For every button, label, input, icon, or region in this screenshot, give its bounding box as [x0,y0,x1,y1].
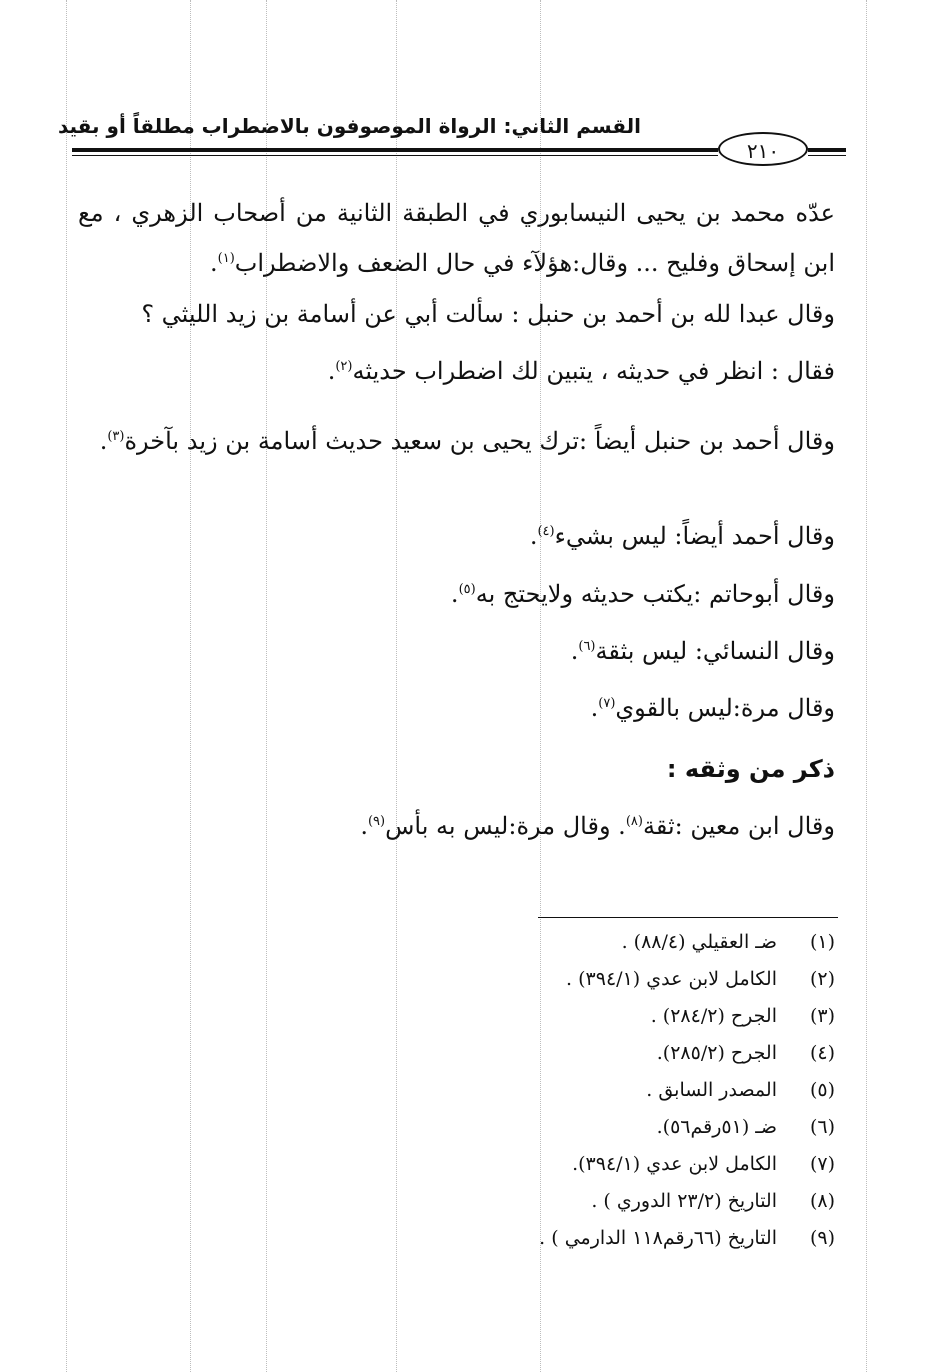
footnote: (٦)ضـ (٥١رقم٥٦). [656,1116,835,1138]
footnote: (٧)الكامل لابن عدي (٣٩٤/١). [572,1153,835,1175]
header-rule [72,148,718,152]
paragraph: وقال مرة:ليس بالقوي$^{(٧)}$. [590,694,835,722]
paragraph: عدّه محمد بن يحيى النيسابوري في الطبقة الثانية من أصحاب الزهري ، مع ابن إسحاق وفليح ... وقال:هؤلآء في حال الضعف والاضطراب$^{(١)}$. [78,199,835,277]
footnote: (١)ضـ العقيلي (٨٨/٤) . [621,931,835,953]
page-number: ٢١٠ [718,132,808,166]
paragraph: وقال عبدا لله بن أحمد بن حنبل : سألت أبي عن أسامة بن زيد الليثي ؟ [141,300,835,328]
header-rule-right-thin [808,155,846,156]
footnote: (٥)المصدر السابق . [646,1079,835,1101]
paragraph: وقال النسائي: ليس بثقة$^{(٦)}$. [570,637,835,665]
scan-guide-line [66,0,67,1372]
footnote: (٤)الجرح (٢٨٥/٢). [656,1042,835,1064]
paragraph: وقال ابن معين :ثقة$^{(٨)}$. وقال مرة:ليس به بأس$^{(٩)}$. [360,812,835,840]
paragraph: فقال : انظر في حديثه ، يتبين لك اضطراب حديثه$^{(٢)}$. [327,357,835,385]
header-rule-thin [72,155,718,156]
section-heading: ذكر من وثقه : [666,755,835,783]
header-rule-right [808,148,846,152]
footnote: (٢)الكامل لابن عدي (٣٩٤/١) . [566,968,835,990]
running-header-title: القسم الثاني: الرواة الموصوفون بالاضطراب مطلقاً أو بقيد [57,114,641,138]
paragraph: وقال أحمد بن حنبل أيضاً :ترك يحيى بن سعيد حديث أسامة بن زيد بآخرة$^{(٣)}$. [99,427,835,455]
footnote: (٩)التاريخ (٦٦رقم١١٨ الدارمي ) . [539,1227,835,1249]
footnotes [435,928,835,1261]
scan-guide-line [866,0,867,1372]
footnote-separator [538,917,838,918]
paragraph: وقال أبوحاتم :يكتب حديثه ولايحتج به$^{(٥)}$. [450,580,835,608]
paragraph: وقال أحمد أيضاً: ليس بشيء$^{(٤)}$. [529,522,835,550]
footnote: (٨)التاريخ (٢٣/٢ الدوري ) . [591,1190,835,1212]
footnote: (٣)الجرح (٢٨٤/٢) . [650,1005,835,1027]
